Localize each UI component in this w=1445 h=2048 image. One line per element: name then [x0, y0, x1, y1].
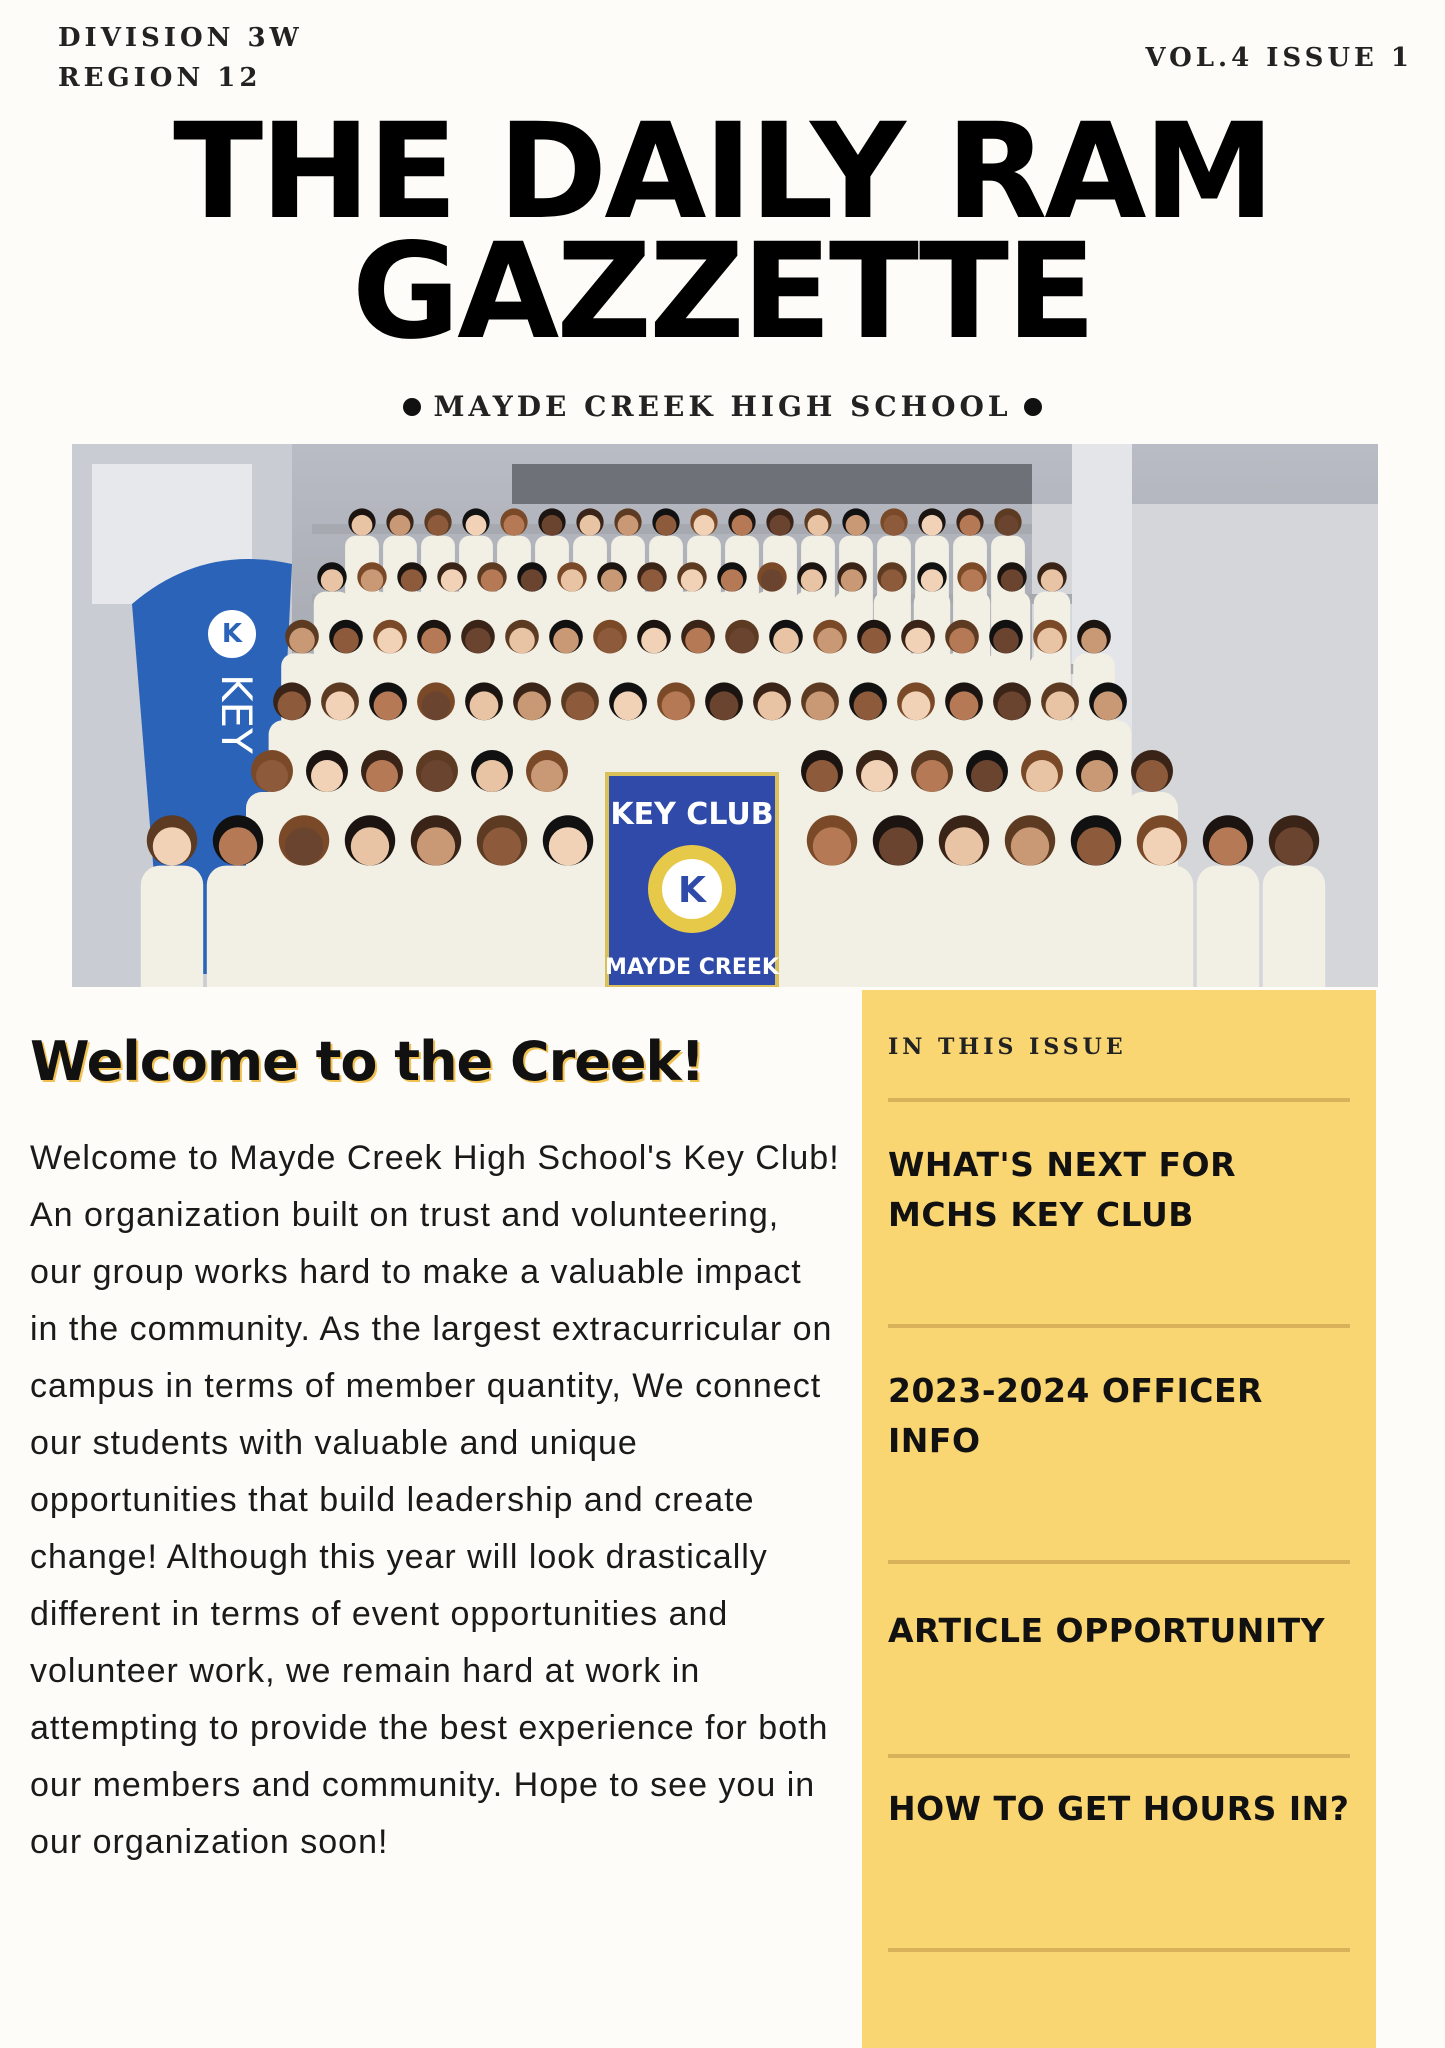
student-shirt: [141, 866, 203, 987]
school-name-text: MAYDE CREEK HIGH SCHOOL: [433, 390, 1012, 423]
student-face: [685, 628, 711, 654]
student-shirt: [1197, 866, 1259, 987]
division-text: DIVISION 3W: [58, 23, 303, 53]
division-region-label: [58, 18, 303, 98]
student-shirt: [471, 866, 533, 987]
student-face: [374, 691, 403, 720]
toc-item-get-hours[interactable]: HOW TO GET HOURS IN?: [888, 1789, 1350, 1828]
student-face: [417, 827, 455, 865]
student-face: [333, 628, 359, 654]
student-face: [542, 515, 563, 536]
sign-top-text: KEY CLUB: [610, 797, 774, 832]
student-face: [1011, 827, 1049, 865]
student-face: [531, 760, 563, 792]
student-face: [278, 691, 307, 720]
student-face: [614, 691, 643, 720]
student-face: [422, 691, 451, 720]
student-face: [1081, 628, 1107, 654]
student-face: [729, 628, 755, 654]
title-line-2: GAZZETTE: [351, 215, 1094, 369]
student-face: [1037, 628, 1063, 654]
student-face: [289, 628, 315, 654]
student-face: [470, 691, 499, 720]
student-face: [710, 691, 739, 720]
student-face: [465, 628, 491, 654]
student-face: [553, 628, 579, 654]
student-face: [401, 569, 423, 591]
student-face: [361, 569, 383, 591]
in-this-issue-panel: [862, 990, 1376, 2048]
student-face: [841, 569, 863, 591]
student-face: [806, 691, 835, 720]
student-face: [806, 760, 838, 792]
newspaper-title: [0, 95, 1445, 369]
student-face: [681, 569, 703, 591]
student-face: [641, 569, 663, 591]
student-face: [993, 628, 1019, 654]
student-shirt: [867, 866, 929, 987]
student-face: [916, 760, 948, 792]
toc-item-officer-info[interactable]: 2023-2024 OFFICER INFO: [888, 1371, 1263, 1460]
student-face: [566, 691, 595, 720]
student-face: [694, 515, 715, 536]
divider: [888, 1948, 1350, 1952]
student-face: [1081, 760, 1113, 792]
student-face: [945, 827, 983, 865]
student-face: [960, 515, 981, 536]
student-face: [732, 515, 753, 536]
student-shirt: [405, 866, 467, 987]
student-face: [902, 691, 931, 720]
student-shirt: [933, 866, 995, 987]
student-face: [879, 827, 917, 865]
student-face: [256, 760, 288, 792]
student-face: [801, 569, 823, 591]
student-face: [153, 827, 191, 865]
student-face: [881, 569, 903, 591]
student-face: [561, 569, 583, 591]
student-face: [441, 569, 463, 591]
volume-issue: VOL.4 ISSUE 1: [1145, 43, 1413, 73]
student-shirt: [1263, 866, 1325, 987]
student-face: [285, 827, 323, 865]
student-face: [509, 628, 535, 654]
svg-text:K: K: [221, 619, 243, 649]
student-face: [773, 628, 799, 654]
student-face: [351, 827, 389, 865]
student-face: [1143, 827, 1181, 865]
student-face: [922, 515, 943, 536]
student-face: [721, 569, 743, 591]
student-face: [483, 827, 521, 865]
student-shirt: [339, 866, 401, 987]
student-face: [854, 691, 883, 720]
title-line-1: THE DAILY RAM: [173, 95, 1272, 249]
student-face: [366, 760, 398, 792]
student-face: [998, 691, 1027, 720]
student-shirt: [537, 866, 599, 987]
student-face: [390, 515, 411, 536]
student-face: [1026, 760, 1058, 792]
sign-bottom-text: MAYDE CREEK: [605, 955, 779, 980]
student-face: [521, 569, 543, 591]
student-shirt: [207, 866, 269, 987]
divider: [888, 1098, 1350, 1102]
school-name: [0, 390, 1445, 423]
bullet-icon: [1024, 398, 1042, 416]
key-club-sign: [605, 774, 780, 987]
toc-item-next-for-key-club[interactable]: WHAT'S NEXT FOR MCHS KEY CLUB: [888, 1145, 1236, 1234]
student-face: [466, 515, 487, 536]
student-face: [1077, 827, 1115, 865]
student-face: [761, 569, 783, 591]
student-face: [817, 628, 843, 654]
region-text: REGION 12: [58, 63, 262, 93]
student-face: [1041, 569, 1063, 591]
student-face: [549, 827, 587, 865]
student-face: [618, 515, 639, 536]
student-shirt: [801, 866, 863, 987]
toc-item-article-opportunity[interactable]: ARTICLE OPPORTUNITY: [888, 1611, 1326, 1650]
student-face: [1046, 691, 1075, 720]
student-face: [518, 691, 547, 720]
student-face: [641, 628, 667, 654]
student-face: [476, 760, 508, 792]
student-face: [421, 760, 453, 792]
student-face: [219, 827, 257, 865]
student-shirt: [273, 866, 335, 987]
student-face: [1001, 569, 1023, 591]
student-face: [905, 628, 931, 654]
student-face: [770, 515, 791, 536]
student-face: [1136, 760, 1168, 792]
student-face: [597, 628, 623, 654]
divider: [888, 1754, 1350, 1758]
student-face: [311, 760, 343, 792]
student-face: [1275, 827, 1313, 865]
student-face: [813, 827, 851, 865]
student-face: [861, 628, 887, 654]
student-face: [884, 515, 905, 536]
student-face: [580, 515, 601, 536]
student-face: [861, 760, 893, 792]
student-face: [601, 569, 623, 591]
student-face: [326, 691, 355, 720]
student-shirt: [999, 866, 1061, 987]
student-face: [846, 515, 867, 536]
group-photo: [72, 444, 1378, 987]
divider: [888, 1560, 1350, 1564]
student-face: [504, 515, 525, 536]
student-face: [321, 569, 343, 591]
student-shirt: [1065, 866, 1127, 987]
student-face: [921, 569, 943, 591]
article-body: Welcome to Mayde Creek High School's Key Club! An organization built on trust and volunteering, our group works hard to make a valuable impact in the community. As the largest extracurricular on campus in terms of member quantity, We connect our students with valuable and unique opportunities that build leadership and create change! Although this year will look drastically different in terms of event opportunities and volunteer work, we remain hard at work in attempting to provide the best experience for both our members and community. Hope to see you in our organization soon!: [30, 1139, 840, 1861]
student-face: [949, 628, 975, 654]
divider: [888, 1324, 1350, 1328]
student-face: [352, 515, 373, 536]
student-face: [656, 515, 677, 536]
student-face: [662, 691, 691, 720]
bullet-icon: [403, 398, 421, 416]
student-face: [961, 569, 983, 591]
student-face: [950, 691, 979, 720]
student-face: [481, 569, 503, 591]
student-face: [1209, 827, 1247, 865]
student-face: [1094, 691, 1123, 720]
student-face: [808, 515, 829, 536]
student-face: [377, 628, 403, 654]
student-face: [421, 628, 447, 654]
article-heading: Welcome to the Creek!: [30, 1030, 705, 1093]
student-face: [428, 515, 449, 536]
student-shirt: [1131, 866, 1193, 987]
student-face: [971, 760, 1003, 792]
banner-text: KEY: [212, 674, 261, 754]
svg-text:K: K: [678, 870, 706, 911]
in-this-issue-label: IN THIS ISSUE: [888, 1034, 1127, 1060]
student-face: [998, 515, 1019, 536]
student-face: [758, 691, 787, 720]
